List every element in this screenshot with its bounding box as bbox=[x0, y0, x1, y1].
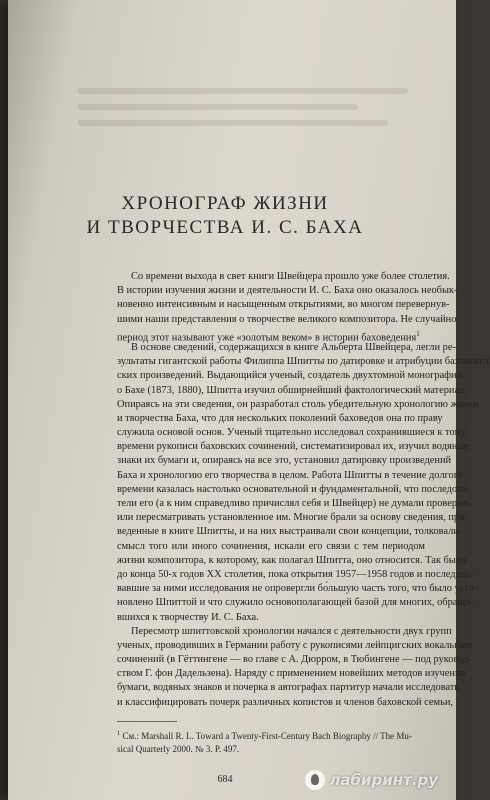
text-line: В основе сведений, содержащихся в книге Альберта Швейцера, легли ре- bbox=[131, 341, 456, 353]
text-line: служила основой основ. Ученый тщательно исследовал сохранившиеся к тому bbox=[117, 427, 467, 439]
text-line: шими наши представления о творчестве великого композитора. Не случайно bbox=[117, 313, 457, 325]
chapter-title-line1: ХРОНОГРАФ ЖИЗНИ bbox=[121, 193, 329, 214]
footnote-line: $^1$ См.: Marshall R. L. Toward a Twenty-First-Century Bach Biography // The Mu- bbox=[117, 730, 412, 741]
text-line: сочинений (в Гёттингене — во главе с А. Дюрром, в Тюбингене — под руковод- bbox=[117, 654, 472, 666]
text-line: В истории изучения жизни и деятельности И. С. Баха оно оказалось необык- bbox=[117, 285, 458, 297]
text-line: Пересмотр шпиттовской хронологии начался с деятельности двух групп bbox=[131, 625, 452, 637]
text-line: вавшие за ними исследования не опровергли бо́льшую часть того, что было уста- bbox=[117, 583, 478, 595]
text-line: жизни композитора, к которому, как полагал Шпитта, оно относится. Так было bbox=[117, 554, 467, 566]
text-line: о Бахе (1873, 1880), Шпитта изучил обширнейший фактологический материал. bbox=[117, 384, 467, 396]
text-line: тели его (а к ним справедливо причислял себя и Швейцер) не думали проверять bbox=[117, 498, 472, 509]
text-line: новлено Шпиттой и что служило основополагающей базой для многих, обраща- bbox=[117, 597, 474, 609]
text-line-with-footnote: период этот называют уже «золотым веком» в истории баховедения$^1$ bbox=[117, 329, 420, 344]
chapter-title-line2: И ТВОРЧЕСТВА И. С. БАХА bbox=[86, 217, 364, 238]
page-number: 684 bbox=[217, 774, 233, 785]
text-line: знаки их бумаги и, опираясь на все это, установил датировку произведений bbox=[117, 455, 452, 467]
footnote bbox=[117, 728, 427, 755]
text-line: вшихся к творчеству И. С. Баха. bbox=[117, 611, 259, 623]
text-line: зультаты гигантской работы Филиппа Шпитты по датировке и атрибуции баховских bbox=[117, 356, 490, 368]
show-through-text bbox=[78, 88, 408, 94]
show-through-text bbox=[78, 120, 388, 126]
text-line: Баха и хронологию его творчества в целом. Работа Шпитты в течение долгого bbox=[117, 469, 463, 481]
footnote-ref: 1 bbox=[416, 329, 420, 338]
text-line: до конца 50-х годов XX столетия, пока открытия 1957—1958 годов и последова- bbox=[117, 568, 474, 580]
footnote-marker: 1 bbox=[117, 730, 121, 737]
text-line: и творчества Баха, что для нескольких поколений баховедов она по праву bbox=[117, 412, 443, 424]
text-line: и классифицировать почерк различных копистов и членов баховской семьи, bbox=[117, 696, 454, 708]
footnote-line: sical Quarterly 2000. № 3. P. 497. bbox=[117, 743, 240, 754]
text-line: ских произведений. Выдающийся ученый, создатель двухтомной монографии bbox=[117, 370, 463, 382]
watermark bbox=[305, 770, 438, 790]
labirint-logo-icon bbox=[305, 770, 325, 790]
text-line: ученых, проводивших в Германии работу с рукописями лейпцигских вокальных bbox=[117, 639, 472, 651]
text-line: или пересматривать установленное им. Многие брали за основу сведения, при- bbox=[117, 512, 469, 524]
text-line: Опираясь на эти сведения, он разработал столь убедительную хронологию жизни bbox=[117, 398, 479, 410]
text-line: Со времени выхода в свет книги Швейцера прошло уже более столетия. bbox=[131, 271, 450, 282]
footnote-divider bbox=[117, 721, 177, 722]
show-through-text bbox=[78, 104, 358, 110]
body-text bbox=[117, 270, 490, 710]
text-line: ством Г. фон Дадельзена). Наряду с применением новейших методов изучения bbox=[117, 668, 466, 680]
text-line: смысл того или иного сочинения, искали его связи с тем периодом bbox=[117, 540, 425, 552]
watermark-text: лабиринт.ру bbox=[329, 771, 438, 789]
text-line: новенно интенсивным и насыщенным открытиями, во многом перевернув- bbox=[117, 299, 450, 311]
text-line: веденные в книге Шпитты, и на них выстраивали свои концепции, толковали bbox=[117, 526, 459, 538]
text-line: времени казалась настолько основательной и фундаментальной, что последова- bbox=[117, 483, 470, 495]
text-line: бумаги, водяных знаков и почерка в автографах партитур начали исследовать bbox=[117, 682, 460, 694]
text-line: времени рукописи баховских сочинений, систематизировал их, изучил водяные bbox=[117, 441, 469, 453]
